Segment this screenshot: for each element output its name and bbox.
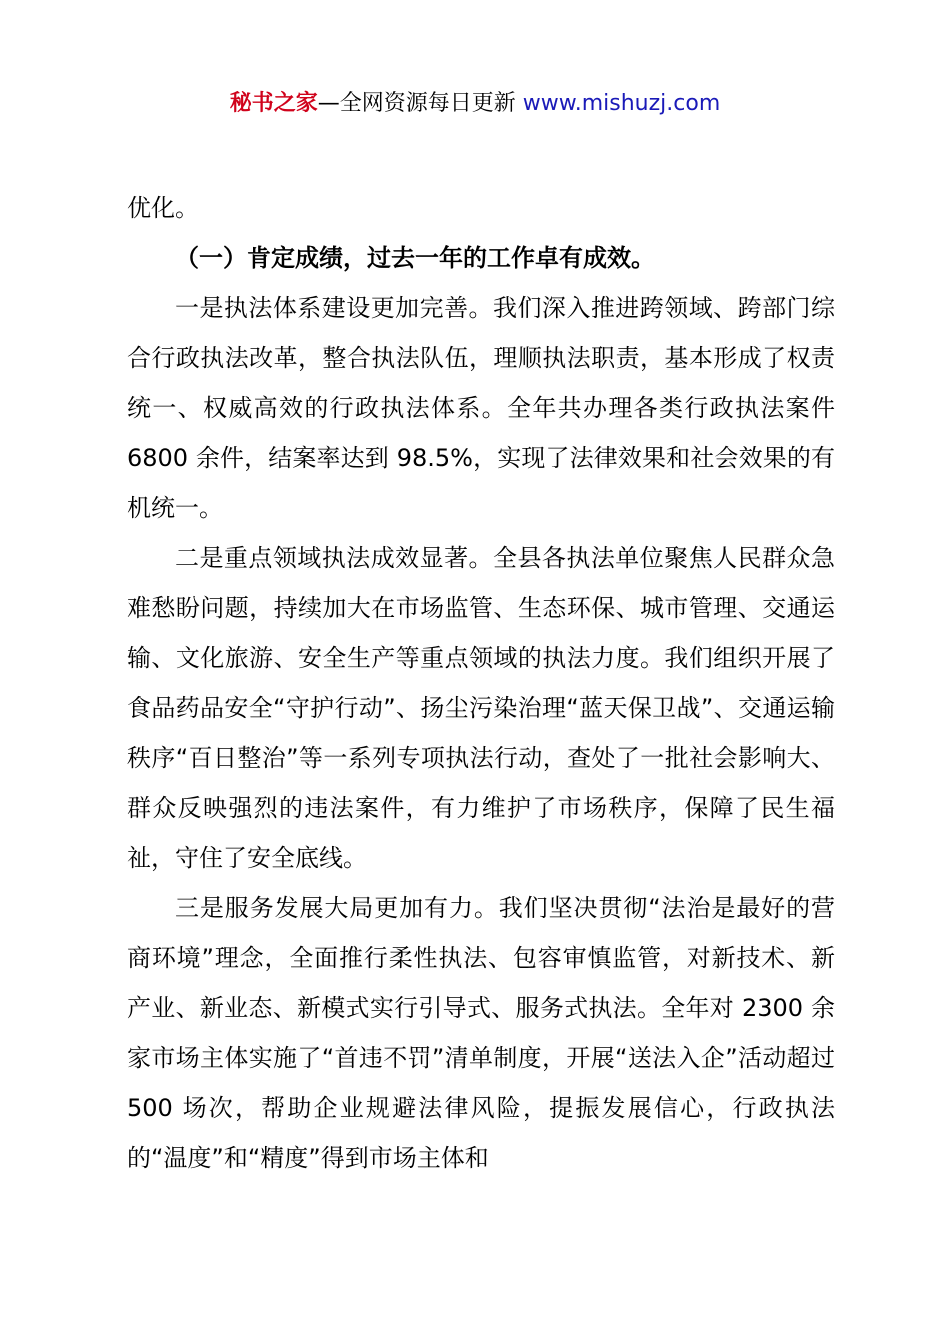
continuation-line: 优化。 [127,194,199,222]
paragraph-1: 一是执法体系建设更加完善。我们深入推进跨领域、跨部门综合行政执法改革，整合执法队伍，理顺执法职责，基本形成了权责统一、权威高效的行政执法体系。全年共办理各类行政执法案件 6800 余件，结案率达到 98.5%，实现了法律效果和社会效果的有机统一。 [127,294,835,522]
paragraph-3: 三是服务发展大局更加有力。我们坚决贯彻“法治是最好的营商环境”理念，全面推行柔性执法、包容审慎监管，对新技术、新产业、新业态、新模式实行引导式、服务式执法。全年对 2300 余家市场主体实施了“首违不罚”清单制度，开展“送法入企”活动超过 500 场次，帮助企业规避法律风险，提振发展信心，行政执法的“温度”和“精度”得到市场主体和 [127,894,835,1172]
header-brand: 秘书之家 [229,91,318,116]
header-url-link[interactable]: www.mishuzj.com [522,91,721,116]
paragraph-2: 二是重点领域执法成效显著。全县各执法单位聚焦人民群众急难愁盼问题，持续加大在市场监管、生态环保、城市管理、交通运输、文化旅游、安全生产等重点领域的执法力度。我们组织开展了食品药品安全“守护行动”、扬尘污染治理“蓝天保卫战”、交通运输秩序“百日整治”等一系列专项执法行动，查处了一批社会影响大、群众反映强烈的违法案件，有力维护了市场秩序，保障了民生福祉，守住了安全底线。 [127,544,835,872]
document-body [127,183,835,1183]
header-tagline: —全网资源每日更新 [317,91,523,116]
section-heading: （一）肯定成绩，过去一年的工作卓有成效。 [175,244,655,272]
page-header [0,86,950,122]
